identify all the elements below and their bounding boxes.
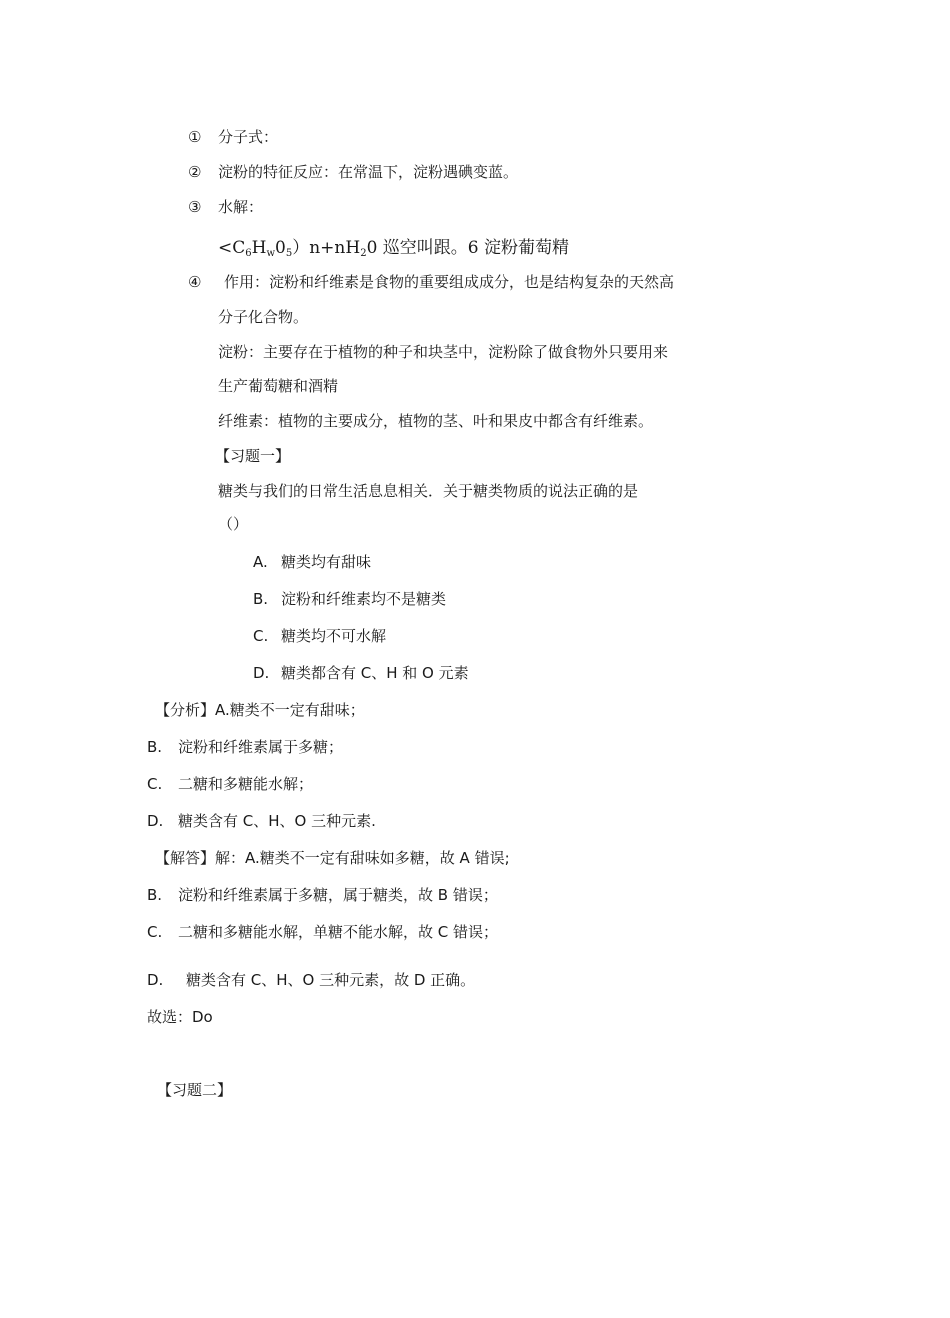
exercise-2-title: 【习题二】: [157, 1081, 233, 1099]
option-text: 淀粉和纤维素均不是糖类: [281, 590, 447, 608]
option-text: 糖类都含有 C、H 和 O 元素: [281, 664, 469, 682]
option-letter: C.: [253, 627, 269, 645]
item-number: ④: [188, 273, 202, 291]
item-4-continuation: 分子化合物。: [218, 308, 309, 326]
item-2: [188, 162, 518, 182]
answer-conclusion: 故选：Do: [147, 1008, 213, 1026]
analysis-line-c: C. 二糖和多糖能水解；: [147, 775, 314, 793]
item-text: 淀粉的特征反应：在常温下，淀粉遇碘变蓝。: [218, 163, 519, 181]
option-d: [253, 663, 469, 683]
analysis-line-b: B. 淀粉和纤维素属于多糖；: [147, 738, 344, 756]
hydrolysis-formula: $<C_6H_w0_5)n+nH_20$ 巡空叫跟。6 淀粉葡萄精: [218, 238, 570, 259]
item-1: [188, 127, 278, 147]
answer-line-b: B. 淀粉和纤维素属于多糖，属于糖类，故 B 错误；: [147, 886, 498, 904]
item-3: [188, 197, 263, 217]
option-text: 糖类均不可水解: [281, 627, 387, 645]
item-text: 水解：: [218, 198, 264, 216]
analysis-heading: 【分析】A.糖类不一定有甜味；: [155, 701, 365, 719]
option-c: [253, 626, 386, 646]
option-text: 糖类均有甜味: [281, 553, 372, 571]
item-number: ①: [188, 128, 202, 146]
exercise-1-paren: （）: [218, 515, 249, 533]
item-4: [188, 272, 674, 292]
option-letter: B.: [253, 590, 269, 608]
option-letter: D.: [253, 664, 270, 682]
analysis-line-d: D. 糖类含有 C、H、O 三种元素.: [147, 812, 376, 830]
item-number: ②: [188, 163, 202, 181]
exercise-1-title: 【习题一】: [215, 447, 291, 465]
item-text: 作用：淀粉和纤维素是食物的重要组成成分，也是结构复杂的天然高: [224, 273, 675, 291]
answer-heading: 【解答】解：A.糖类不一定有甜味如多糖，故 A 错误;: [155, 849, 510, 867]
exercise-1-question: 糖类与我们的日常生活息息相关．关于糖类物质的说法正确的是: [218, 482, 639, 500]
starch-description: 淀粉：主要存在于植物的种子和块茎中，淀粉除了做食物外只要用来: [218, 343, 669, 361]
answer-line-c: C. 二糖和多糖能水解，单糖不能水解，故 C 错误；: [147, 923, 499, 941]
starch-description-cont: 生产葡萄糖和酒精: [218, 377, 339, 395]
item-text: 分子式：: [218, 128, 279, 146]
option-a: [253, 552, 371, 572]
item-number: ③: [188, 198, 202, 216]
answer-line-d: D. 糖类含有 C、H、O 三种元素，故 D 正确。: [147, 971, 476, 989]
option-b: [253, 589, 446, 609]
option-letter: A.: [253, 553, 268, 571]
fiber-description: 纤维素：植物的主要成分，植物的茎、叶和果皮中都含有纤维素。: [218, 412, 654, 430]
